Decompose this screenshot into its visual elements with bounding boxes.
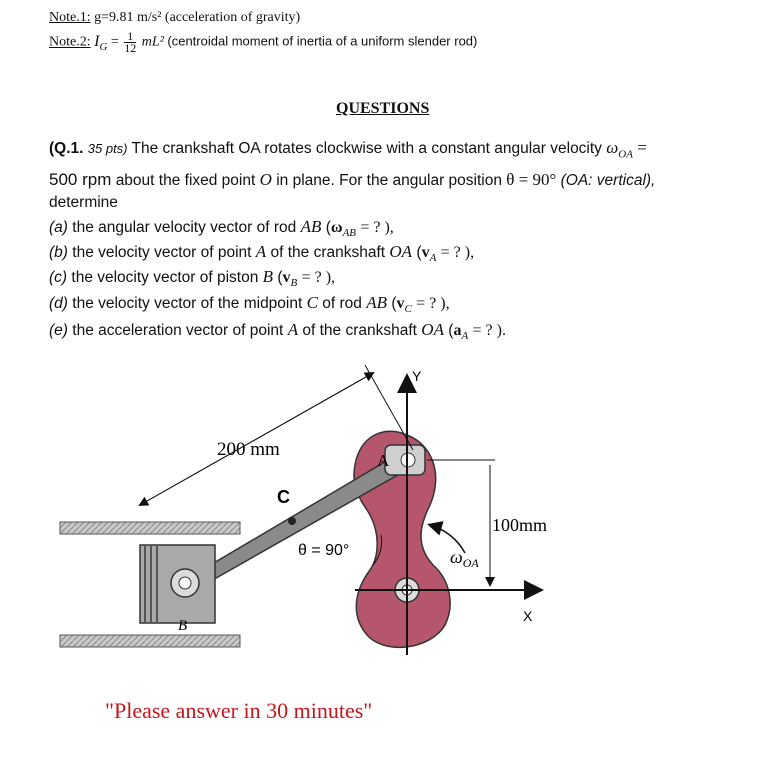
item-label: (c) [49, 269, 68, 286]
omega-char: ω [606, 138, 619, 157]
question-line-3: determine [49, 194, 118, 211]
note-2-eq: = [110, 34, 119, 50]
note-2-rhs: mL² [141, 34, 164, 50]
item-vector-sub: A [461, 330, 469, 343]
item-vector [421, 244, 437, 265]
omega-sub: OA [618, 148, 633, 161]
item-vector-char: ω [330, 219, 343, 236]
item-symbol: A [287, 320, 299, 339]
item-label: (b) [49, 244, 68, 261]
item-symbol: AB [300, 217, 322, 236]
item-text-2: of the crankshaft [270, 244, 386, 261]
item-vector [396, 295, 412, 316]
wrist-pin-b-hole [179, 577, 191, 589]
item-text: the velocity vector of the midpoint [72, 295, 303, 312]
note-1 [49, 10, 300, 26]
item-vector-char: v [396, 295, 405, 312]
label-theta: θ = 90° [298, 542, 350, 559]
question-line-2 [49, 170, 655, 190]
note-2-lhs [94, 32, 108, 53]
label-200mm: 200 mm [217, 439, 280, 460]
item-label: (d) [49, 295, 68, 312]
label-a: A [377, 451, 390, 470]
item-label: (a) [49, 219, 68, 236]
note-1-label: Note.1: [49, 10, 91, 25]
midpoint-c [288, 517, 296, 525]
note-1-text: g=9.81 m/s² (acceleration of gravity) [94, 10, 301, 25]
note-2-fraction [124, 31, 136, 54]
question-line2-text2: in plane. For the angular position [276, 172, 502, 189]
label-y: Y [412, 368, 422, 384]
question-points: 35 pts) [87, 141, 128, 156]
item-tail: = ? ), [301, 269, 336, 286]
item-vector-expr: ($v_C$ = ? ), [391, 295, 450, 316]
omega-symbol [606, 138, 633, 161]
label-omega-char: ω [450, 547, 463, 567]
item-vector [282, 269, 298, 290]
note-2 [49, 31, 477, 54]
question-item [49, 217, 394, 239]
slider-crank-figure [55, 365, 575, 665]
label-b: B [178, 618, 188, 634]
time-notice: "Please answer in 30 minutes" [105, 698, 373, 723]
cylinder-bottom-wall [60, 635, 240, 647]
item-vector-expr: ($\omega_{AB}$ = ? ), [325, 219, 394, 240]
item-vector-sub: B [290, 277, 298, 290]
item-vector-expr: ($v_A$ = ? ), [416, 244, 475, 265]
item-symbol-2: AB [366, 293, 388, 312]
item-symbol-2: OA [421, 320, 444, 339]
label-omega-sub: OA [462, 556, 479, 570]
label-omega [450, 547, 479, 570]
label-c: C [277, 487, 290, 507]
item-vector-sub: A [429, 252, 437, 265]
item-vector-char: a [453, 322, 462, 339]
note-2-lhs-sub: G [99, 40, 108, 53]
note-2-frac-den: 12 [124, 41, 137, 55]
item-vector-expr: ($v_B$ = ? ), [277, 269, 336, 290]
item-symbol: C [306, 293, 318, 312]
point-o: O [259, 170, 272, 189]
item-text-2: of the crankshaft [302, 322, 417, 339]
item-vector [330, 219, 357, 240]
omega-eq: = [637, 138, 647, 157]
item-vector-char: v [421, 244, 430, 261]
question-line1-text: The crankshaft OA rotates clockwise with a constant angular velocity [131, 140, 602, 157]
question-line-1 [49, 138, 647, 160]
rpm-value: 500 rpm [49, 170, 112, 189]
item-tail: = ? ), [360, 219, 394, 236]
theta-expr: θ = 90° [506, 170, 557, 189]
label-100mm: 100mm [492, 515, 548, 535]
item-vector-sub: AB [342, 227, 357, 240]
item-vector-sub: C [404, 303, 412, 316]
item-tail: = ? ). [472, 322, 506, 339]
item-vector-expr: ($a_A$ = ? ). [448, 322, 506, 343]
question-line2-text: about the fixed point [115, 172, 256, 189]
question-number: (Q.1. [49, 140, 84, 157]
label-x: X [523, 608, 533, 624]
item-symbol: B [262, 267, 274, 286]
item-text: the velocity vector of point [72, 244, 252, 261]
item-vector-char: v [282, 269, 291, 286]
question-line2-paren: (OA: vertical), [560, 172, 656, 189]
item-tail: = ? ), [416, 295, 450, 312]
note-2-label: Note.2: [49, 34, 91, 50]
item-text: the angular velocity vector of rod [72, 219, 297, 236]
item-symbol: A [255, 242, 267, 261]
item-text: the velocity vector of piston [71, 269, 259, 286]
item-text: the acceleration vector of point [72, 322, 284, 339]
note-2-text: (centroidal moment of inertia of a uniform slender rod) [167, 33, 478, 49]
questions-heading: QUESTIONS [336, 100, 430, 117]
item-symbol-2: OA [389, 242, 413, 261]
note-2-frac-num: 1 [124, 31, 136, 43]
item-tail: = ? ), [440, 244, 475, 261]
note-2-lhs-text: I [94, 32, 100, 50]
question-item [49, 242, 474, 264]
item-text-2: of rod [322, 295, 362, 312]
cylinder-top-wall [60, 522, 240, 534]
question-item [49, 267, 335, 289]
question-item [49, 320, 506, 342]
item-vector [453, 322, 469, 343]
item-label: (e) [49, 322, 68, 339]
question-item [49, 293, 450, 315]
